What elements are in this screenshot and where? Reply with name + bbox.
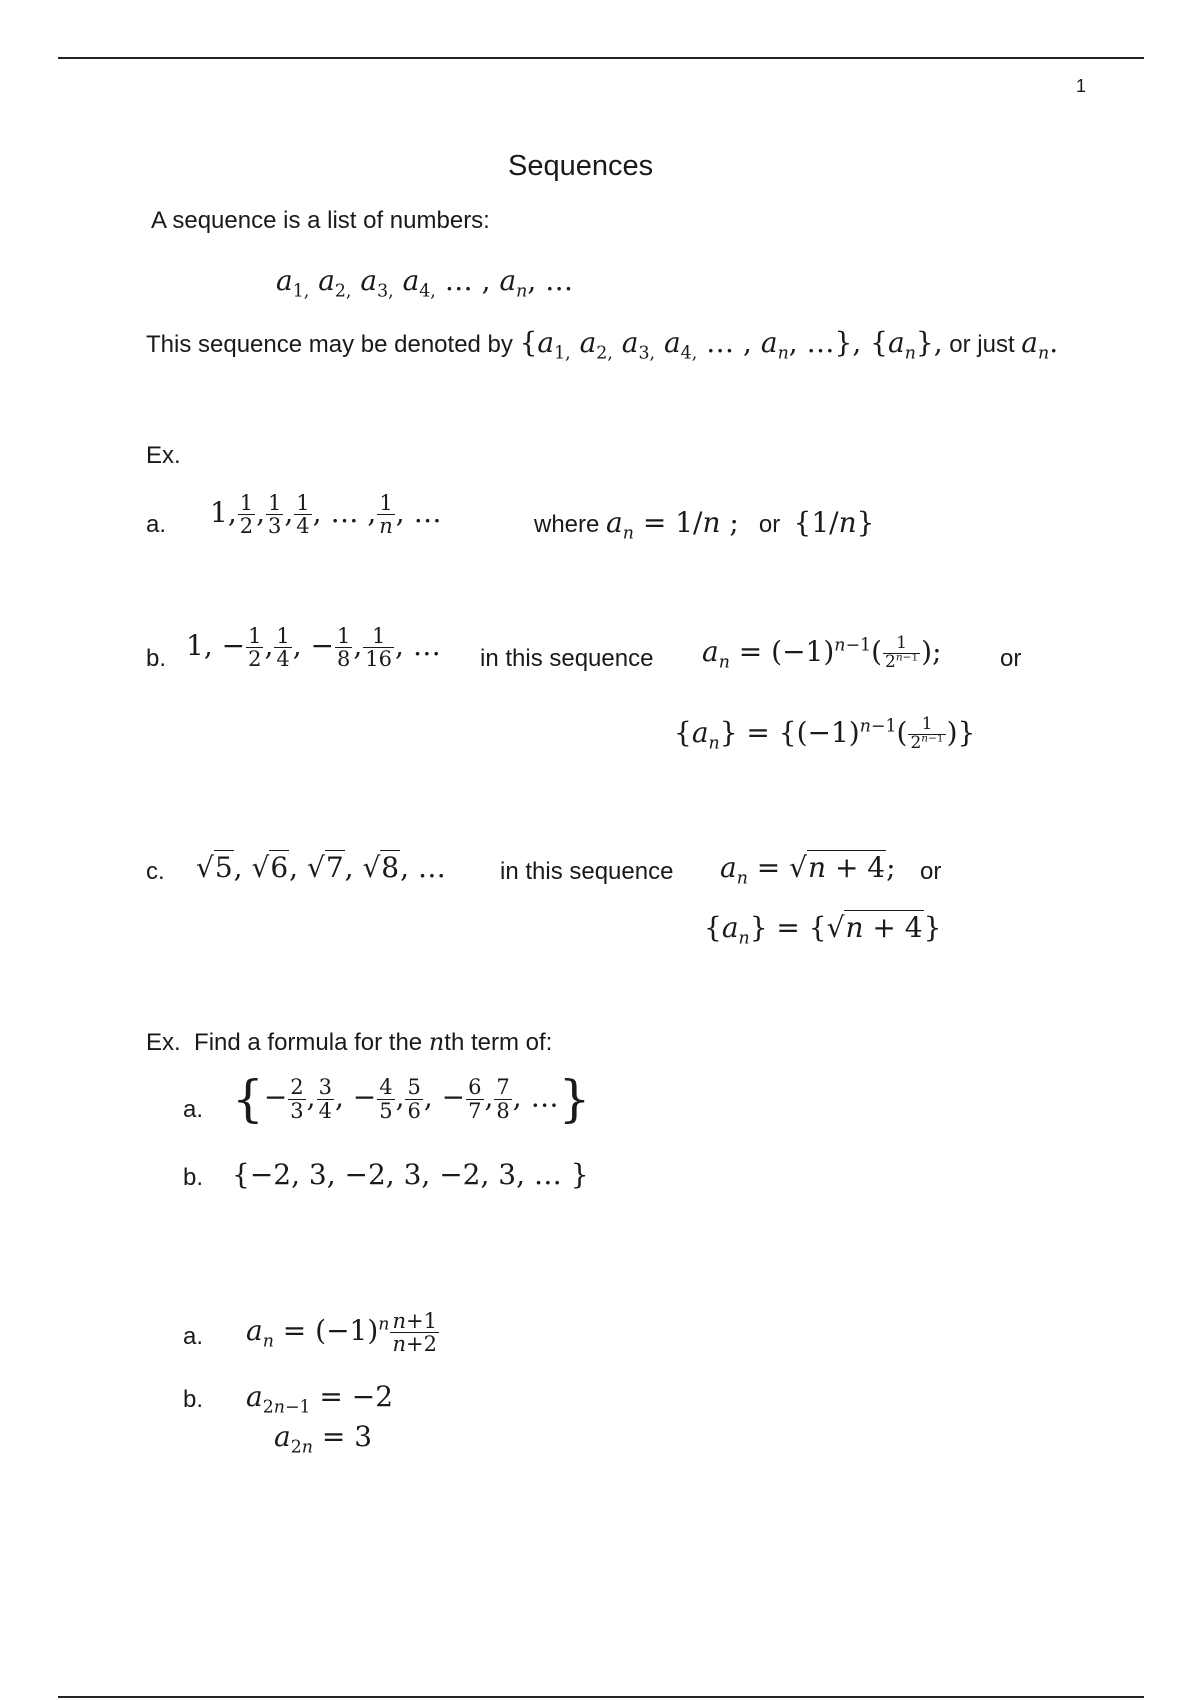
bottom-rule [58, 1696, 1144, 1698]
exercise-b-label: b. [183, 1164, 204, 1191]
exercise-prompt [146, 1028, 552, 1057]
notation-middle: or just [949, 331, 1015, 358]
example-c-set-formula: $\{a_n\} = \{√n + 4\}$ [704, 911, 942, 949]
exercise-prompt-var: n [428, 1028, 445, 1056]
example-a-formula: where $a_n = 1/n$ ; or {1/n} [534, 506, 875, 544]
answer-b-label: b. [183, 1386, 204, 1413]
example-a-where: where [534, 511, 600, 538]
top-rule [58, 57, 1144, 59]
example-b-formula: $a_n = (-1)^{n-1}$( $\frac{1}{2^{n-1}}$ ); [702, 633, 942, 673]
answer-a-label: a. [183, 1323, 204, 1350]
notation-line [146, 326, 1059, 364]
page-number: 1 [1076, 76, 1087, 96]
example-b-or: or [1000, 645, 1022, 672]
example-b-note: in this sequence [480, 645, 654, 672]
notation-set: {$a_{1,}$ $a_{2,}$ $a_{3,}$ $a_{4,}$ … , $a_n$, …}, $\{a_n\}$, [519, 326, 943, 364]
page-title: Sequences [508, 150, 654, 182]
exercise-a-sequence: {− $\frac{2}{3}$ , $\frac{3}{4}$ , − $\frac{4}{5}$ , $\frac{5}{6}$ , − $\frac{6}{7}$ , $\frac{7}{8}$ , …} [232, 1070, 591, 1128]
example-b-sequence: 1, − $\frac{1}{2}$ , $\frac{1}{4}$ , − $\frac{1}{8}$ , $\frac{1}{16}$ , … [186, 624, 441, 672]
answer-b-formula-odd: $a_{2n-1} = -2$ [246, 1380, 394, 1418]
exercise-b-sequence: {−2, 3, −2, 3, −2, 3, … } [232, 1158, 589, 1191]
example-c-sequence: √5, √6, √7, √8, … [196, 851, 446, 884]
notation-lead: This sequence may be denoted by [146, 331, 513, 358]
intro-text: A sequence is a list of numbers: [151, 207, 490, 234]
example-a-or: or [758, 511, 781, 538]
sequence-display: $a_{1,}$ $a_{2,}$ $a_{3,}$ $a_{4,}$ … , $a_n$, … [276, 264, 574, 302]
example-c-formula: $a_n = √n + 4$; [720, 851, 896, 889]
exercise-a-label: a. [183, 1096, 204, 1123]
example-c-label: c. [146, 858, 165, 885]
exercise-prompt-after: th term of: [444, 1029, 553, 1056]
example-a-label: a. [146, 511, 167, 538]
answer-b-formula-even: $a_{2n} = 3$ [274, 1420, 373, 1458]
exercise-prompt-before: Find a formula for the [194, 1029, 423, 1056]
example-heading: Ex. [146, 442, 181, 469]
example-b-set-formula: $\{a_n\} = \{(-1)^{n-1}$( $\frac{1}{2^{n-1}}$ )} [674, 714, 976, 754]
example-b-label: b. [146, 645, 167, 672]
notation-short: $a_n$. [1021, 326, 1059, 364]
example-c-or: or [920, 858, 942, 885]
example-c-note: in this sequence [500, 858, 674, 885]
answer-a-formula: $a_n = (-1)^n$ $\frac{n+1}{n+2}$ [246, 1309, 437, 1357]
example-a-sequence: 1, $\frac{1}{2}$ , $\frac{1}{3}$ , $\frac{1}{4}$ , … , $\frac{1}{n}$ , … [210, 491, 442, 539]
exercise-heading: Ex. [146, 1029, 181, 1056]
